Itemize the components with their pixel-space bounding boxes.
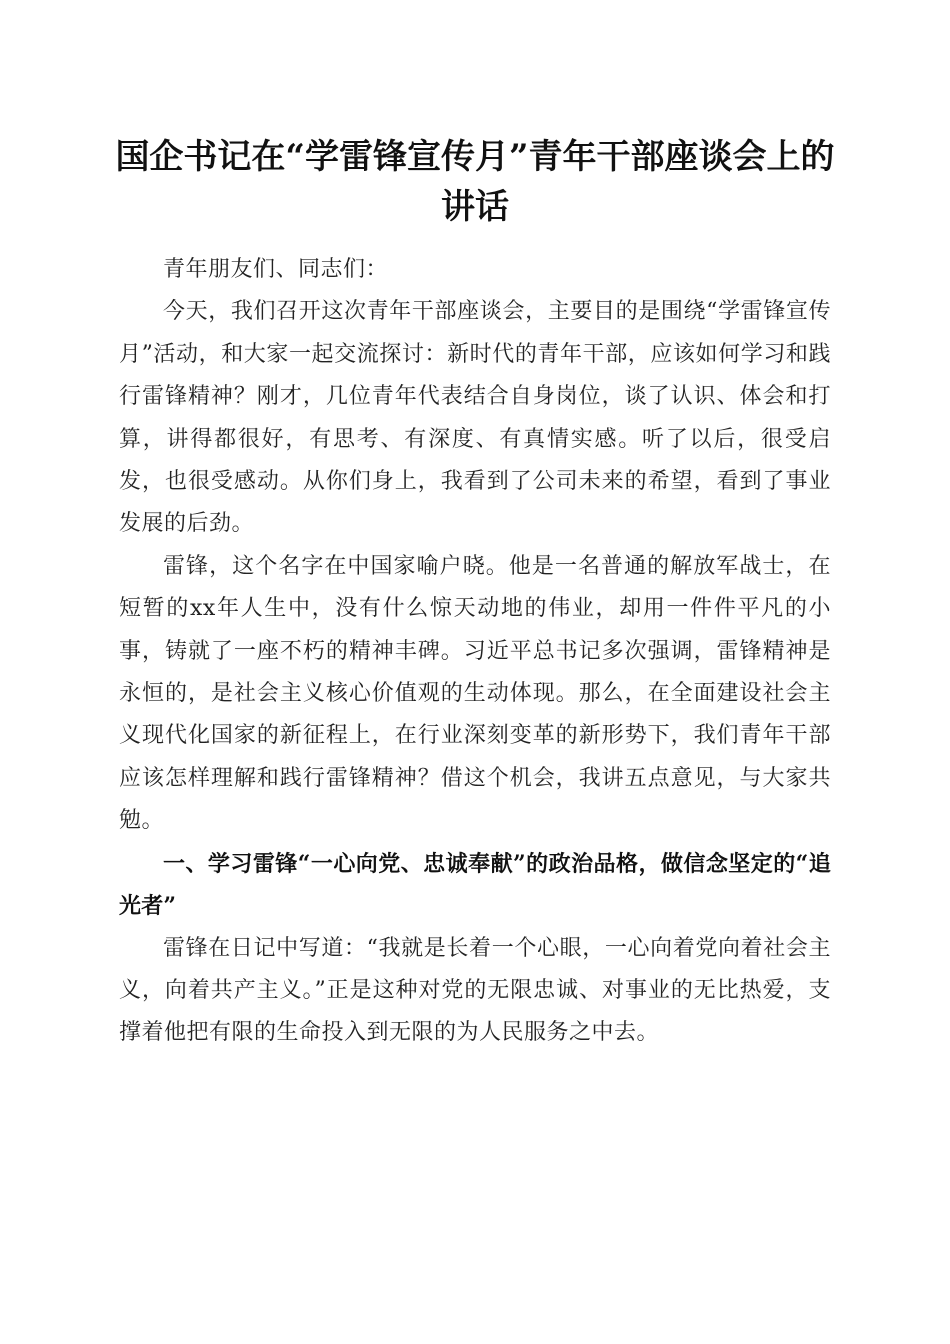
section-heading: 一、学习雷锋“一心向党、忠诚奉献”的政治品格，做信念坚定的“追光者” [119,850,831,920]
document-title: 国企书记在“学雷锋宣传月”青年干部座谈会上的讲话 [115,137,835,227]
body-paragraph: 雷锋，这个名字在中国家喻户晓。他是一名普通的解放军战士，在短暂的xx年人生中，没有什么惊天动地的伟业，却用一件件平凡的小事，铸就了一座不朽的精神丰碑。习近平总书记多次强调，雷锋精神是永恒的，是社会主义核心价值观的生动体现。那么，在全面建设社会主义现代化国家的新征程上，在行业深刻变革的新形势下，我们青年干部应该怎样理解和践行雷锋精神？借这个机会，我讲五点意见，与大家共勉。 [119,553,831,834]
body-paragraph: 雷锋在日记中写道：“我就是长着一个心眼，一心向着党向着社会主义，向着共产主义。”正是这种对党的无限忠诚、对事业的无比热爱，支撑着他把有限的生命投入到无限的为人民服务之中去。 [119,935,831,1046]
body-paragraph: 今天，我们召开这次青年干部座谈会，主要目的是围绕“学雷锋宣传月”活动，和大家一起交流探讨：新时代的青年干部，应该如何学习和践行雷锋精神？刚才，几位青年代表结合自身岗位，谈了认识、体会和打算，讲得都很好，有思考、有深度、有真情实感。听了以后，很受启发，也很受感动。从你们身上，我看到了公司未来的希望，看到了事业发展的后劲。 [119,299,831,537]
document-body [119,249,831,1055]
salutation: 青年朋友们、同志们： [163,257,389,282]
